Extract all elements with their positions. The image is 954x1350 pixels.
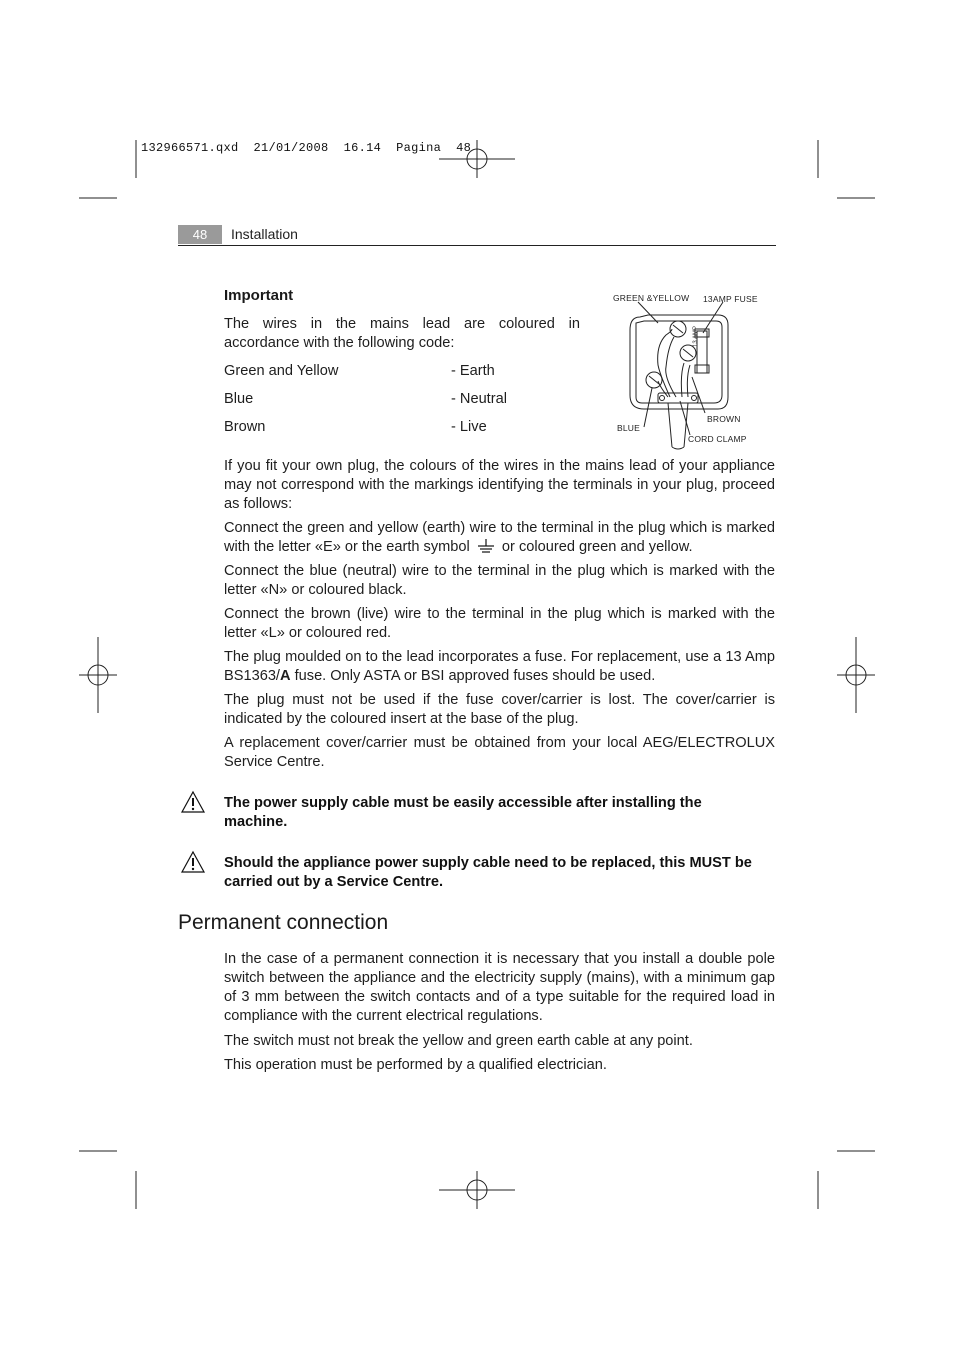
slug-date: 21/01/2008 (253, 141, 329, 155)
earth-symbol-icon (476, 539, 496, 554)
label-brown: BROWN (707, 414, 741, 424)
paragraph-fuse-text-c: fuse. Only ASTA or BSI approved fuses should be used. (290, 668, 656, 684)
section-title-permanent-connection: Permanent connection (178, 911, 389, 934)
print-slug (141, 141, 471, 155)
paragraph-fuse-text-a: The plug moulded on to the lead incorporates a fuse. For replacement, use a 13 Amp BS1363/ (224, 649, 775, 684)
label-13amp-fuse: 13AMP FUSE (703, 294, 758, 304)
page-number: 48 (178, 225, 222, 244)
paragraph-replacement: A replacement cover/carrier must be obtained from your local AEG/ELECTROLUX Service Centre. (224, 735, 775, 770)
wire-function-earth: - Earth (451, 363, 495, 379)
slug-page-number: 48 (456, 141, 472, 155)
wire-function-neutral: - Neutral (451, 391, 507, 407)
slug-page-word: Pagina (396, 141, 442, 155)
wire-colour-blue: Blue (224, 391, 254, 407)
paragraph-fuse (224, 648, 775, 686)
label-cord-clamp: CORD CLAMP (688, 434, 747, 444)
paragraph-qualified-electrician: This operation must be performed by a qualified electrician. (224, 1057, 607, 1073)
label-green-yellow: GREEN &YELLOW (613, 293, 690, 303)
wire-colour-brown: Brown (224, 419, 266, 435)
slug-file: 132966571.qxd (141, 141, 239, 155)
label-blue: BLUE (617, 423, 641, 433)
slug-time: 16.14 (343, 141, 382, 155)
paragraph-cover-carrier: The plug must not be used if the fuse cover/carrier is lost. The cover/carrier is indicated by the coloured insert at the base of the plug. (224, 692, 775, 727)
important-heading: Important (224, 287, 294, 304)
warning-triangle-icon (180, 790, 206, 814)
paragraph-earth-wire-end: or coloured green and yellow. (501, 539, 693, 555)
paragraph-earth-wire-text: Connect the green and yellow (earth) wire to the terminal in the plug which is marked with the letter «E» or the earth symbol (224, 520, 775, 555)
wire-code-intro: The wires in the mains lead are coloured in accordance with the following code: (224, 316, 580, 351)
paragraph-double-pole-switch: In the case of a permanent connection it is necessary that you install a double pole switch between the appliance and the electricity supply (mains), with a minimum gap of 3 mm between the switch contacts and of a type suitable for the required load in compliance with the current electrical regulations. (224, 951, 775, 1024)
section-header: Installation (231, 226, 298, 242)
wire-colour-green-yellow: Green and Yellow (224, 363, 339, 379)
paragraph-earth-wire (224, 519, 775, 557)
paragraph-neutral-wire: Connect the blue (neutral) wire to the terminal in the plug which is marked with the letter «N» or coloured black. (224, 563, 775, 598)
wire-function-live: - Live (451, 419, 487, 435)
warning-service-centre: Should the appliance power supply cable need to be replaced, this MUST be carried out by a Service Centre. (224, 855, 752, 890)
paragraph-own-plug: If you fit your own plug, the colours of the wires in the mains lead of your appliance may not correspond with the markings identifying the terminals in your plug, proceed as follows: (224, 458, 775, 512)
warning-triangle-icon (180, 850, 206, 874)
warning-cable-accessible: The power supply cable must be easily accessible after installing the machine. (224, 795, 702, 830)
paragraph-fuse-bold-a: A (280, 668, 291, 684)
header-rule (178, 245, 776, 246)
plug-diagram (600, 285, 775, 450)
paragraph-live-wire: Connect the brown (live) wire to the terminal in the plug which is marked with the letter «L» or coloured red. (224, 606, 775, 641)
paragraph-earth-cable: The switch must not break the yellow and green earth cable at any point. (224, 1033, 693, 1049)
fuse-marking: 13 AMP (693, 325, 699, 347)
